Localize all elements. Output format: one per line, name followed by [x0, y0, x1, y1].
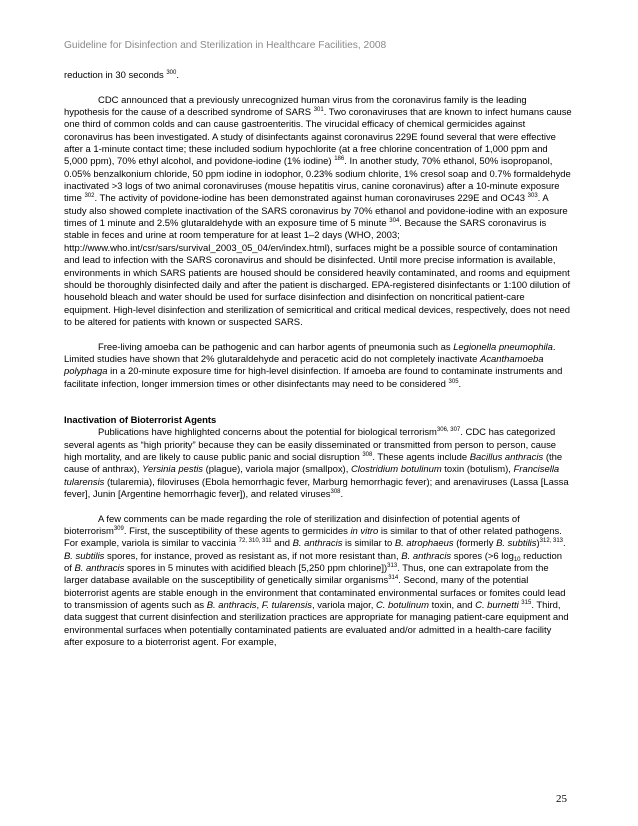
page-number: 25 — [556, 793, 567, 805]
paragraph-continuation: reduction in 30 seconds $^{300}$. — [64, 70, 179, 81]
citation: 313 — [387, 563, 398, 570]
citation: 315 — [521, 600, 532, 607]
citation: 72, 310, 311 — [238, 538, 272, 545]
citation: 305 — [448, 378, 459, 385]
citation: 314 — [388, 575, 399, 582]
document-body — [64, 70, 572, 649]
citation: 312, 313 — [539, 538, 563, 545]
running-header: Guideline for Disinfection and Sterilization in Healthcare Facilities, 2008 — [64, 40, 387, 51]
citation: 302 — [84, 193, 95, 200]
paragraph-amoeba: Free-living amoeba can be pathogenic and can harbor agents of pneumonia such as Legionella pneumophila. Limited studies have shown that 2% glutaraldehyde and peracetic acid do not completely inactivate Acanthamoeba polyphaga in a 20-minute exposure time for high-level disinfection. If amoeba are found to contaminate instruments and facilitate infection, longer immersion times or other disinfectants may need to be considered $^{305}$. — [64, 341, 563, 390]
citation: 309 — [113, 526, 124, 533]
paragraph-sterilization-comments: A few comments can be made regarding the role of sterilization and disinfection of potential agents of bioterrorism$^{309}$. First, the susceptibility of these agents to germicides in vitro is similar to that of other related pathogens. For example, variola is similar to vaccinia $^{72, 310, 311}$ and B. anthracis is similar to B. atrophaeus (formerly B. subtilis)$^{312, 313}$. B. subtilis spores, for instance, proved as resistant as, if not more resistant than, B. anthracis spores (>6 $\log_{10}$ reduction of B. anthracis spores in 5 minutes with acidified bleach [5,250 ppm chlorine])$^{313}$. Thus, one can extrapolate from the larger database available on the susceptibility of genetically similar organisms$^{314}$. Second, many of the potential bioterrorist agents are stable enough in the environment that contaminated environmental surfaces or fomites could lead to transmission of agents such as B. anthracis, F. tularensis, variola major, C. botulinum toxin, and C. burnetti $^{315}$. Third, data suggest that current disinfection and sterilization practices are appropriate for managing patient-care equipment and environmental surfaces when potentially contaminated patients are evaluated and/or admitted in a health-care facility after exposure to a bioterrorist agent. For example, — [64, 513, 569, 649]
section-heading: Inactivation of Bioterrorist Agents — [64, 414, 217, 426]
citation: 306, 307 — [436, 427, 461, 434]
citation: 308 — [362, 451, 373, 458]
citation: 304 — [389, 218, 400, 225]
paragraph-sars: CDC announced that a previously unrecognized human virus from the coronavirus family is the leading hypothesis for the cause of a described syndrome of SARS $^{301}$. Two coronaviruses that are known to infect humans cause one third of common colds and can cause gastroenteritis. The virucidal efficacy of chemical germicides against coronavirus has been investigated. A study of disinfectants against coronavirus 229E found several that were effective after a 1-minute contact time; these included sodium hypochlorite (at a free chlorine concentration of 1,000 ppm and 5,000 ppm), 70% ethyl alcohol, and povidone-iodine (1% iodine) $^{186}$. In another study, 70% ethanol, 50% isopropanol, 0.05% benzalkonium chloride, 50 ppm iodine in iodophor, 0.23% sodium chlorite, 1% cresol soap and 0.7% formaldehyde inactivated >3 logs of two animal coronaviruses (mouse hepatitis virus, canine coronavirus) after a 10-minute exposure time $^{302}$. The activity of povidone-iodine has been demonstrated against human coronaviruses 229E and OC43 $^{303}$. A study also showed complete inactivation of the SARS coronavirus by 70% ethanol and povidone-iodine with an exposure times of 1 minute and 2.5% glutaraldehyde with an exposure time of 5 minute $^{304}$. Because the SARS coronavirus is stable in feces and urine at room temperature for at least 1–2 days (WHO, 2003; http://www.who.int/csr/sars/survival_2003_05_04/en/index.html), surfaces might be a possible source of contamination and lead to infection with the SARS coronavirus and should be disinfected. Until more precise information is available, environments in which SARS patients are housed should be considered heavily contaminated, and rooms and equipment should be thoroughly disinfected daily and after the patient is discharged. EPA-registered disinfectants or 1:100 dilution of household bleach and water should be used for surface disinfection and disinfection on noncritical patient-care equipment. High-level disinfection and sterilization of semicritical and critical medical devices, respectively, does not need to be altered for patients with known or suspected SARS. — [64, 94, 572, 328]
citation: 301 — [313, 107, 324, 114]
citation: 300 — [166, 70, 177, 76]
citation: 303 — [527, 193, 538, 200]
citation: 186 — [334, 156, 345, 163]
paragraph-bioterrorism: Publications have highlighted concerns about the potential for biological terrorism$^{306, 307}$. CDC has categorized several agents as “high priority” because they can be easily disseminated or transmitted from person to person, cause high mortality, and are likely to cause public panic and social disruption $^{308}$. These agents include Bacillus anthracis (the cause of anthrax), Yersinia pestis (plague), variola major (smallpox), Clostridium botulinum toxin (botulism), Francisella tularensis (tularemia), filoviruses (Ebola hemorrhagic fever, Marburg hemorrhagic fever); and arenaviruses (Lassa [Lassa fever], Junin [Argentine hemorrhagic fever]), and related viruses$^{308}$. — [64, 427, 569, 500]
citation: 308 — [330, 489, 341, 495]
